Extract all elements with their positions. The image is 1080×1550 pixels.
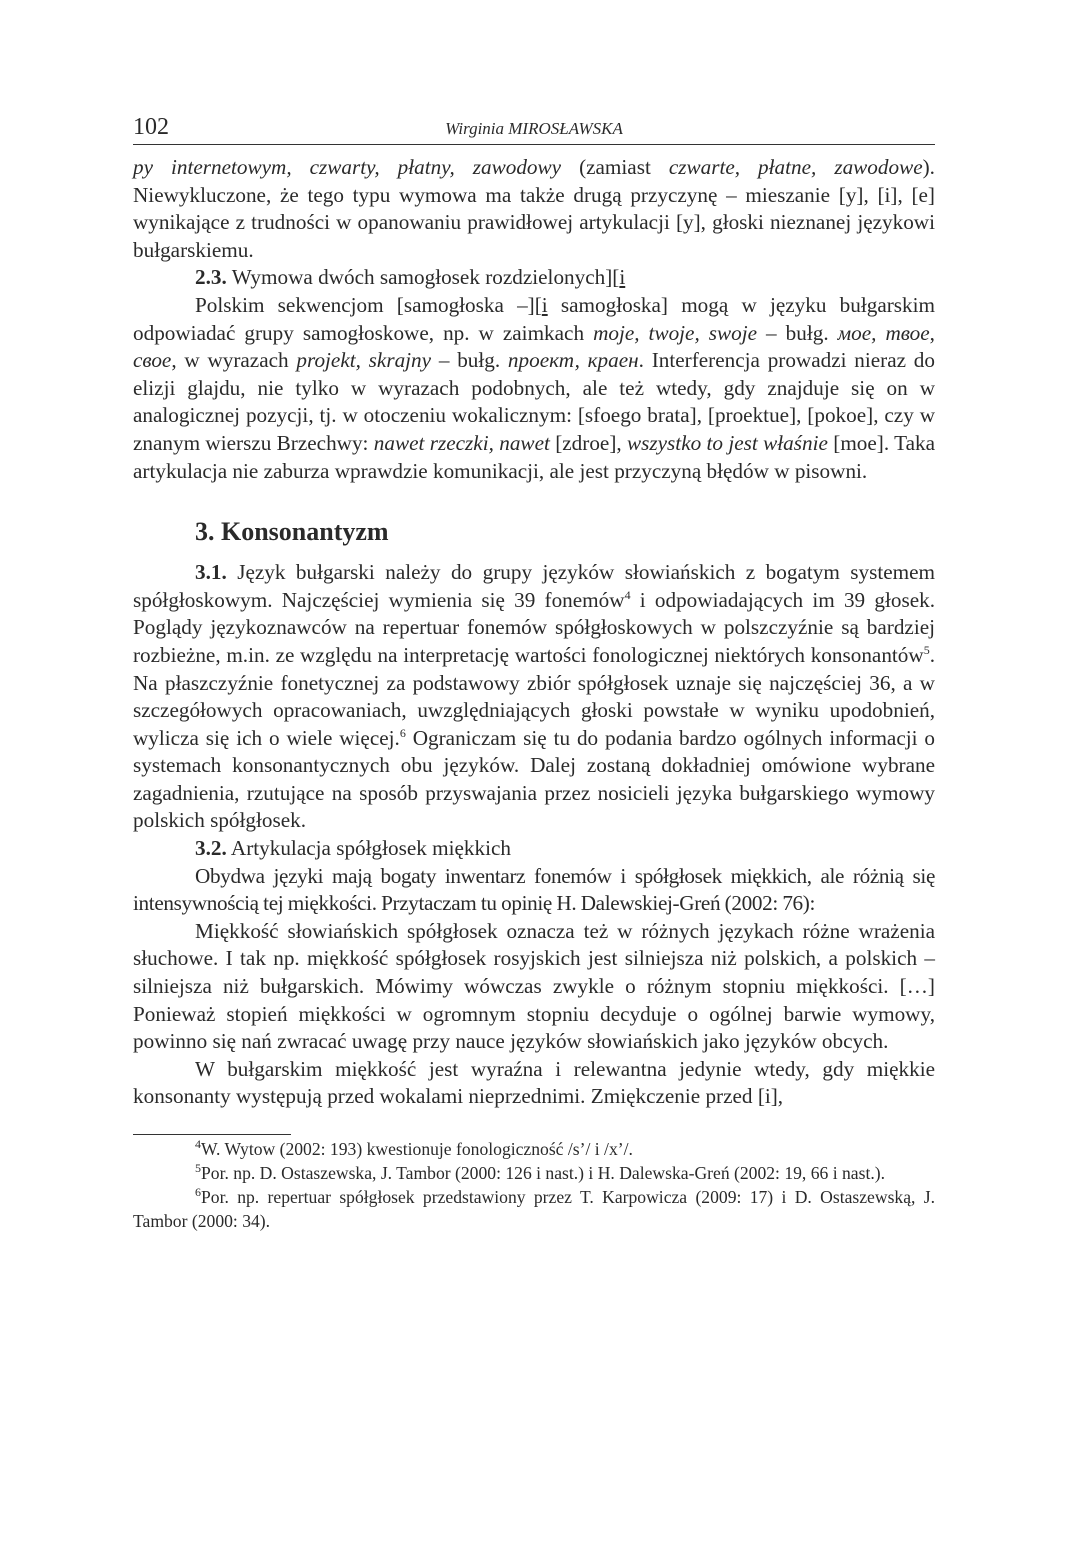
footnote-number: 5: [195, 1161, 201, 1176]
italic-text: czwarte, płatne, zawodowe: [668, 155, 923, 179]
italic-text: wszystko to jest właśnie: [627, 430, 828, 455]
block-quotation: Miękkość słowiańskich spółgłosek oznacza też w różnych językach różne wrażenia słuchowe. I tak np. miękkość spółgłosek rosyjskich jest silniejsza niż polskich, a polskich – silniejsza niż bułgarskich. Mówimy wówczas zwykle o różnym stopniu miękkości. […] Ponieważ stopień miękkości w ogromnym stopniu decyduje o ogólnej barwie wymowy, powinno się nań zwracać uwagę przy nauce języków słowiańskich jako języków obcych.: [133, 918, 935, 1054]
page-number: 102: [133, 114, 169, 140]
paragraph-continuation: [133, 154, 935, 264]
body-text: [133, 154, 935, 1111]
italic-text: свое: [133, 348, 172, 373]
footnote: [133, 1185, 935, 1233]
subsection-number: 2.3.: [195, 265, 227, 290]
subsection-number: 3.2.: [195, 836, 227, 861]
subsection-title: Artykulacja spółgłosek miękkich: [226, 836, 511, 861]
glyph-text: i: [541, 292, 548, 317]
text-run: Ograniczam się tu do podania bardzo ogólnych informacji o systemach konsonantycznych obu języków. Dalej zostaną dokładniej omówione wybrane zagadnienia, rzutujące na sposób przyswajania przez nosicieli języka bułgarskiego wymowy polskich spółgłosek.: [133, 725, 936, 833]
section-heading: 3. Konsonantyzm: [195, 517, 389, 547]
text-run: ). Niewykluczone, że tego typu wymowa ma także drugą przyczynę – mieszanie [y], [i], [e] wynikające z trudności w opanowaniu prawidłowej artykulacji [y], głoski nieznanej językowi bułgarskiemu.: [133, 155, 935, 262]
footnotes: [133, 1137, 935, 1233]
footnote-text: W. Wytow (2002: 193) kwestionuje fonologiczność /s’/ i /x’/.: [201, 1139, 633, 1159]
footnote-ref: 6: [399, 725, 406, 740]
footnote-ref: 4: [624, 587, 631, 602]
text-run: [zdroe],: [549, 430, 628, 455]
footnote-rule: [133, 1134, 291, 1135]
italic-text: nawet rzeczki, nawet: [373, 430, 550, 455]
footnote-text: Por. np. repertuar spółgłosek przedstawiony przez T. Karpowicza (2009: 17) i D. Ostaszewską, J. Tambor (2000: 34).: [133, 1187, 935, 1231]
text-run: – bułg.: [431, 348, 508, 373]
paragraph-consonant-systems: [133, 559, 935, 835]
page: [133, 112, 935, 1233]
text-run: . Na płaszczyźnie fonetycznej za podstawowy zbiór spółgłosek uznaje się najczęściej 36, a w szczegółowych opracowaniach, uwzględniających głoski powstałe w wyniku upodobnień, wylicza się ich o wiele więcej.: [133, 642, 935, 750]
text-run: Język bułgarski należy do grupy języków słowiańskich z bogatym systemem spółgłoskowym. Najczęściej wymienia się 39 fonemów: [133, 560, 935, 612]
text-run: , w wyrazach: [171, 348, 297, 373]
glyph-text: i: [619, 265, 626, 290]
italic-text: projekt, skrajny: [296, 348, 432, 373]
subsection-heading-2-3: [133, 264, 935, 292]
text-run: [moe]. Taka artykulacja nie zaburza wprawdzie komunikacji, ale jest przyczyną błędów w pisowni.: [133, 430, 935, 483]
footnote-number: 4: [195, 1137, 201, 1152]
text-run: (zamiast: [561, 155, 669, 179]
italic-text: moje, twoje, swoje: [593, 320, 758, 345]
paragraph-vowel-sequences: [133, 292, 935, 485]
footnote-text: Por. np. D. Ostaszewska, J. Tambor (2000: 126 i nast.) i H. Dalewska-Greń (2002: 19, 66 i nast.).: [201, 1163, 886, 1183]
page-header: [133, 112, 935, 145]
subsection-heading-3-2: [133, 835, 935, 863]
text-run: Polskim sekwencjom [samogłoska –][: [195, 292, 542, 317]
text-run: – bułg.: [757, 320, 838, 345]
subsection-number: 3.1.: [195, 560, 227, 585]
italic-text: py internetowym, czwarty, płatny, zawodowy: [133, 155, 562, 179]
italic-text: мое, твое: [837, 320, 930, 345]
text-run: . Interferencja prowadzi nieraz do elizji glajdu, nie tylko w wyrazach podobnych, ale też wtedy, gdy znajduje się on w analogicznej pozycji, tj. w otoczeniu wokalicznym: [sfoego brata], [proektue], [pokoe], czy w znanym wierszu Brzechwy:: [133, 348, 935, 455]
footnote: [133, 1161, 935, 1185]
footnote-ref: 5: [923, 642, 930, 657]
running-head: Wirginia MIROSŁAWSKA: [445, 119, 623, 138]
paragraph-bulgarian-softness: W bułgarskim miękkość jest wyraźna i relewantna jedynie wtedy, gdy miękkie konsonanty występują przed wokalami nieprzednimi. Zmiękczenie przed [i],: [133, 1056, 935, 1109]
footnote: [133, 1137, 935, 1161]
footnote-number: 6: [195, 1185, 201, 1200]
glyph-text: ][: [605, 265, 620, 290]
italic-text: проект, краен: [507, 348, 639, 373]
text-run: samogłoska] mogą w języku bułgarskim odpowiadać grupy samogłoskowe, np. w zaimkach: [133, 292, 935, 345]
subsection-title: Wymowa dwóch samogłosek rozdzielonych: [226, 265, 606, 290]
paragraph-soft-consonants: Obydwa języki mają bogaty inwentarz fonemów i spółgłosek miękkich, ale różnią się intensywnością tej miękkości. Przytaczam tu opinię H. Dalewskiej-Greń (2002: 76):: [133, 863, 935, 916]
text-run: ,: [929, 320, 935, 345]
text-run: i odpowiadających im 39 głosek. Poglądy językoznawców na repertuar fonemów spółgłoskowych w polszczyźnie są bardziej rozbieżne, m.in. ze względu na interpretację wartości fonologicznej niektórych konsonantów: [133, 587, 935, 667]
